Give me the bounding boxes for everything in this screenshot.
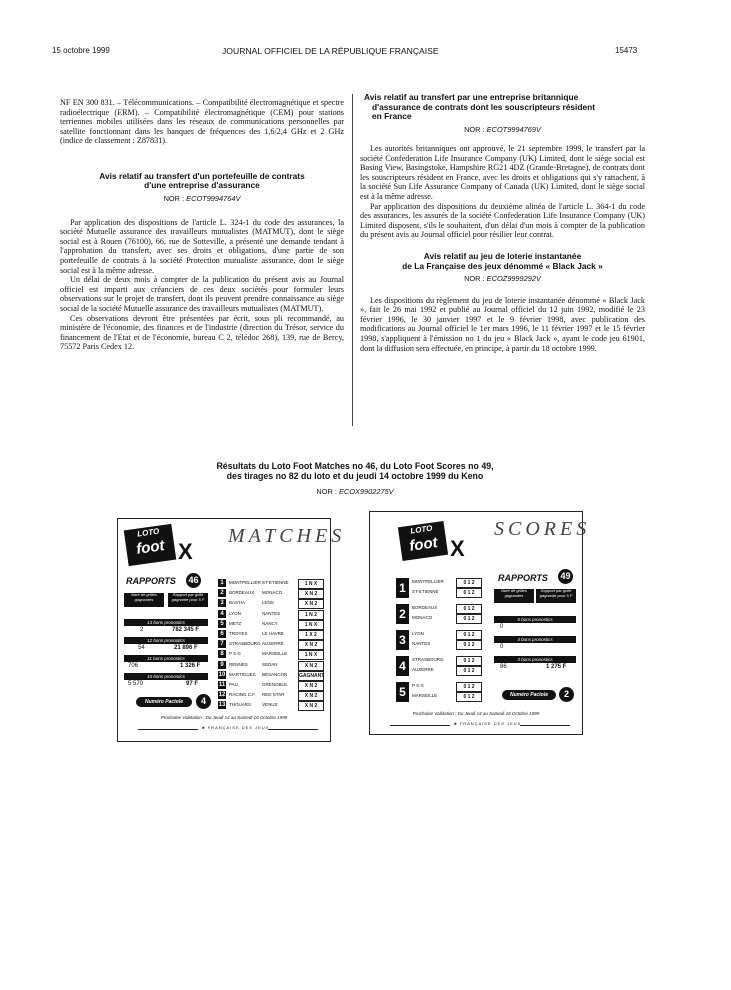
home-team: MONTPELLIER (229, 580, 261, 585)
fdj-logo-text: ♣ FRANÇAISE DES JEUX (454, 721, 522, 726)
avis3-nor: NOR : ECOZ9999292V (464, 274, 541, 284)
home-team: BORDEAUX (412, 605, 438, 610)
away-team: NANTES (412, 641, 431, 646)
match-result: X N 2 (298, 701, 324, 711)
match-row (218, 610, 326, 620)
match-result: 1 X 2 (298, 630, 324, 640)
logo-x-mark: X (450, 536, 465, 561)
avis2-title-line3: en France (372, 111, 412, 121)
score-row (396, 682, 486, 704)
score-number: 3 (396, 630, 409, 650)
avis3-paragraph-1: Les dispositions du règlement du jeu de loterie instantanée dénommé « Black Jack », fait le 26 mai 1992 et publié au Journal officiel du 12 juin 1992, modifié le 23 février 1996, le 30 janvier 1997 et le 9 février 1998, avec publication des modifications au Journal officiel le 1er mars 1996, le 11 février 1997 et le 15 février 1998, s'appliquent à l'émission no 1 du jeu « Black Jack », ayant le code jeu 61901, dont la diffusion sera effectuée, en principe, à partir du 18 octobre 1999. (360, 295, 645, 353)
score-row (396, 604, 486, 626)
match-number: 5 (218, 620, 226, 628)
home-score-grid: 0 1 2 (456, 578, 482, 588)
away-team: MONACO (262, 590, 283, 596)
rank-12-bar: 12 bons pronostics (124, 637, 208, 644)
rank-5-bar: 5 bons pronostics (494, 616, 576, 623)
match-result: X N 2 (298, 640, 324, 650)
match-number: 1 (218, 579, 226, 587)
avis3-title-line2: de La Française des jeux dénommé « Black Jack » (402, 260, 603, 271)
home-team: THOUARS (229, 702, 252, 708)
match-number: 3 (218, 599, 226, 607)
match-number: 12 (218, 692, 226, 699)
match-number: 13 (218, 702, 226, 709)
avis3-title (360, 252, 645, 271)
header-journal: JOURNAL OFFICIEL DE LA RÉPUBLIQUE FRANÇAISE (222, 46, 439, 56)
match-result: 1 N 2 (298, 610, 324, 620)
away-team: LENS (262, 600, 274, 606)
numero-pactole-label: Numéro Pactole (502, 690, 556, 700)
home-score-grid: 0 1 2 (456, 604, 482, 614)
rapports-label: RAPPORTS (498, 573, 548, 583)
away-team: LE HAVRE (262, 631, 284, 636)
rank-3-bar: 3 bons pronostics (494, 656, 576, 663)
col-header-winners: Nbre de grilles gagnantes (124, 593, 164, 607)
match-result: 1 N X (298, 620, 324, 630)
match-row (218, 661, 326, 671)
home-score-grid: 0 1 2 (456, 630, 482, 640)
rank-11-bar: 11 bons pronostics (124, 655, 208, 662)
avis2-nor-code: ECOT9994769V (486, 124, 541, 134)
away-score-grid: 0 1 2 (456, 640, 482, 650)
results-title (160, 461, 550, 481)
draw-number-badge: 46 (186, 573, 201, 588)
numero-pactole-label: Numéro Pactole (136, 697, 192, 707)
match-row (218, 671, 326, 681)
score-row (396, 630, 486, 652)
away-team: ST-ETIENNE (412, 589, 439, 594)
avis1-title-line1: Avis relatif au transfert d'un portefeuille de contrats (99, 170, 305, 181)
away-team: MARSEILLE (412, 693, 438, 698)
rank-10-amount: 97 F (186, 681, 199, 687)
avis2-title (360, 93, 645, 122)
header-page-number: 15473 (615, 46, 638, 55)
away-team: AUXERRE (262, 641, 284, 647)
rank-4-bar: 4 bons pronostics (494, 636, 576, 643)
avis2-paragraph-1: Les autorités britanniques ont approuvé, le 21 septembre 1999, le transfert par la société Confederation Life Insurance Company (UK) Limited, dont le siège social est Basing View, Basingstoke, Hampshire RG21 4DZ (Grande-Bretagne), de contrats dont les souscripteurs résident en France, avec les droits et obligations qui s'y rattachent, à la société Sun Life Assurance Company of Canada (UK) Limited, dont le siège social est à la même adresse. (360, 144, 645, 202)
rank-12-count: 54 (138, 645, 145, 651)
nf-standard-text: NF EN 300 831. – Télécommunications. – Compatibilité électromagnétique et spectre radioélectrique (ERM). – Compatibilité électromagnétique (CEM) pour stations terriennes mobiles utilisées dans les réseaux de communications personnelles par satellite fonctionnant dans les banques de fréquences des 1,6/2,4 GHz et 2 GHz (indice de classement : Z87831). (60, 98, 344, 146)
next-validation-text: Prochaine Validation : Du Jeudi 14 au Samedi 16 Octobre 1999 (160, 715, 288, 720)
numero-pactole-value: 2 (559, 687, 574, 702)
avis1-title-line2: d'une entreprise d'assurance (144, 180, 260, 191)
away-team: MARSEILLE (262, 651, 288, 657)
away-team: VENUS (262, 702, 278, 708)
away-score-grid: 0 1 2 (456, 692, 482, 702)
footer-rule-right (520, 725, 570, 726)
rank-4-count: 0 (500, 644, 504, 650)
home-team: TROYES (229, 631, 248, 636)
home-team: MARTIGUES (229, 671, 256, 677)
rank-3-count: 86 (500, 664, 507, 670)
rank-11-amount: 1 326 F (180, 663, 201, 669)
match-number: 9 (218, 661, 226, 669)
away-team: MONACO (412, 615, 433, 620)
results-nor: NOR : ECOX9902275V (316, 487, 394, 496)
home-team: RACING C.F. (229, 692, 256, 698)
match-row (218, 701, 326, 711)
home-score-grid: 0 1 2 (456, 682, 482, 692)
match-row (218, 589, 326, 599)
score-number: 1 (396, 578, 409, 598)
home-team: P S G (412, 683, 424, 688)
loto-foot-matches-card (117, 518, 346, 742)
home-team: P S G (229, 651, 241, 657)
match-result: 1 N X (298, 579, 324, 589)
match-row (218, 620, 326, 630)
match-number: 4 (218, 610, 226, 618)
match-row (218, 691, 326, 701)
match-row (218, 681, 326, 691)
footer-rule-left (390, 725, 450, 726)
avis3-title-line1: Avis relatif au jeu de loterie instantanée (423, 251, 582, 262)
away-team: SEDAN (262, 661, 278, 667)
logo-x-mark: X (178, 539, 193, 564)
home-team: LYON (412, 631, 424, 636)
match-number: 10 (218, 671, 226, 678)
avis1-nor-code: ECOT9994764V (186, 193, 241, 203)
left-column (60, 98, 344, 352)
score-row (396, 578, 486, 600)
match-row (218, 579, 326, 589)
score-number: 5 (396, 682, 409, 702)
results-nor-code: ECOX9902275V (338, 487, 394, 496)
header-date: 15 octobre 1999 (52, 46, 110, 55)
home-team: BASTIA (229, 600, 246, 606)
avis1-paragraph-1: Par application des dispositions de l'article L. 324-1 du code des assurances, la société Mutuelle assurance des travailleurs mutualistes (MATMUT), dont le siège social est à Rouen (76100), 66, rue de Sotteville, a présenté une demande tendant à l'approbation du transfert, avec ses droits et obligations, d'une partie de son portefeuille de contrats à la société Protection mutualiste assurance, dont le siège social est à la même adresse. (60, 217, 344, 275)
avis2-title-line1: Avis relatif au transfert par une entreprise britannique (364, 92, 579, 102)
match-row (218, 630, 326, 640)
away-team: AUXERRE (412, 667, 434, 672)
match-number: 11 (218, 682, 226, 688)
away-score-grid: 0 1 2 (456, 614, 482, 624)
home-team: STRASBOURG (229, 641, 261, 647)
rank-13-bar: 13 bons pronostics (124, 619, 208, 626)
footer-rule-right (268, 729, 318, 730)
rank-5-count: 0 (500, 624, 504, 630)
avis1-title (60, 172, 344, 191)
rank-11-count: 706 (128, 663, 139, 669)
rank-3-amount: 1 275 F (546, 664, 567, 670)
right-column (360, 93, 645, 353)
away-team: ST-ETIENNE (262, 580, 289, 585)
match-result: X N 2 (298, 681, 324, 691)
score-number: 4 (396, 656, 409, 676)
results-title-line1: Résultats du Loto Foot Matches no 46, du Loto Foot Scores no 49, (216, 461, 494, 471)
home-team: PAU (229, 682, 238, 687)
match-result: 1 N X (298, 650, 324, 660)
match-number: 6 (218, 630, 226, 638)
rank-10-bar: 10 bons pronostics (124, 673, 208, 680)
match-number: 8 (218, 650, 226, 658)
home-team: LYON (229, 610, 241, 616)
home-score-grid: 0 1 2 (456, 656, 482, 666)
away-team: GRENOBLE (262, 682, 288, 687)
scores-wordmark: SCORES (494, 518, 591, 540)
rank-13-amount: 782 345 F (172, 627, 200, 633)
rank-10-count: 5 570 (128, 681, 144, 687)
loto-foot-scores-card (369, 511, 591, 735)
clover-icon: ♣ (454, 721, 460, 726)
loto-foot-logo: LOTO foot (124, 524, 177, 566)
avis1-paragraph-2: Un délai de deux mois à compter de la publication du présent avis au Journal officiel est imparti aux créanciers de ces deux sociétés pour formuler leurs observations sur le projet de transfert, dont ils peuvent prendre connaissance au siège social de la société Mutuelle assurance des travailleurs mutualistes (MATMUT). (60, 275, 344, 313)
home-team: BORDEAUX (229, 590, 255, 596)
match-row (218, 650, 326, 660)
avis3-nor-code: ECOZ9999292V (486, 274, 541, 284)
rank-12-amount: 21 896 F (174, 645, 198, 651)
match-result: X N 2 (298, 589, 324, 599)
away-team: NANTES (262, 610, 281, 616)
fdj-logo-text: ♣ FRANÇAISE DES JEUX (202, 725, 270, 730)
clover-icon: ♣ (202, 725, 208, 730)
col-header-winners: Nbre de grilles gagnantes (494, 589, 534, 603)
match-row (218, 599, 326, 609)
avis2-title-line2: d'assurance de contrats dont les souscripteurs résident (372, 101, 596, 112)
avis2-paragraph-2: Par application des dispositions du deuxième alinéa de l'article L. 364-1 du code des assurances, les assurés de la société Confederation Life Insurance Company (UK) Limited disposent, s'ils le souhaitent, d'un délai d'un mois à compter de la publication du présent avis au Journal officiel pour résilier leur contrat. (360, 201, 645, 240)
avis1-paragraph-3: Ces observations devront être présentées par écrit, sous pli recommandé, au ministère de l'économie, des finances et de l'industrie (direction du Trésor, service du financement de l'Etat et de l'économie, bureau C 2, télédoc 268), 139, rue de Bercy, 75572 Paris Cedex 12. (60, 313, 344, 352)
away-team: NANCY (262, 620, 278, 626)
match-number: 2 (218, 589, 226, 597)
results-title-line2: des tirages no 82 du loto et du jeudi 14 octobre 1999 du Keno (226, 471, 484, 481)
home-team: STRASBOURG (412, 657, 444, 662)
match-result: GAGNANT (299, 672, 325, 679)
match-result: X N 2 (298, 661, 324, 671)
next-validation-text: Prochaine Validation : Du Jeudi 14 au Samedi 16 Octobre 1999 (412, 711, 540, 716)
home-team: MONTPELLIER (412, 579, 444, 584)
home-team: RENNES (229, 661, 248, 667)
avis2-nor: NOR : ECOT9994769V (464, 124, 541, 134)
away-team: BESANCON (262, 671, 288, 677)
rapports-label: RAPPORTS (126, 576, 176, 586)
match-result: X N 2 (298, 599, 324, 609)
col-header-payout: Rapport par grille gagnante pour 5 F (536, 589, 576, 603)
match-number: 7 (218, 640, 226, 648)
col-header-payout: Rapport par grille gagnante pour 5 F (168, 593, 208, 607)
numero-pactole-value: 4 (196, 694, 211, 709)
away-score-grid: 0 1 2 (456, 588, 482, 598)
draw-number-badge: 49 (558, 569, 573, 584)
away-score-grid: 0 1 2 (456, 666, 482, 676)
matches-wordmark: MATCHES (228, 525, 346, 547)
footer-rule-left (138, 729, 198, 730)
match-result: X N 2 (298, 691, 324, 701)
rank-13-count: 2 (140, 627, 144, 633)
avis1-nor: NOR : ECOT9994764V (163, 193, 241, 203)
loto-foot-logo: LOTO foot (398, 521, 448, 561)
score-number: 2 (396, 604, 409, 624)
column-divider (352, 94, 353, 426)
score-row (396, 656, 486, 678)
away-team: RED STAR (262, 692, 285, 698)
match-row (218, 640, 326, 650)
home-team: METZ (229, 620, 242, 626)
